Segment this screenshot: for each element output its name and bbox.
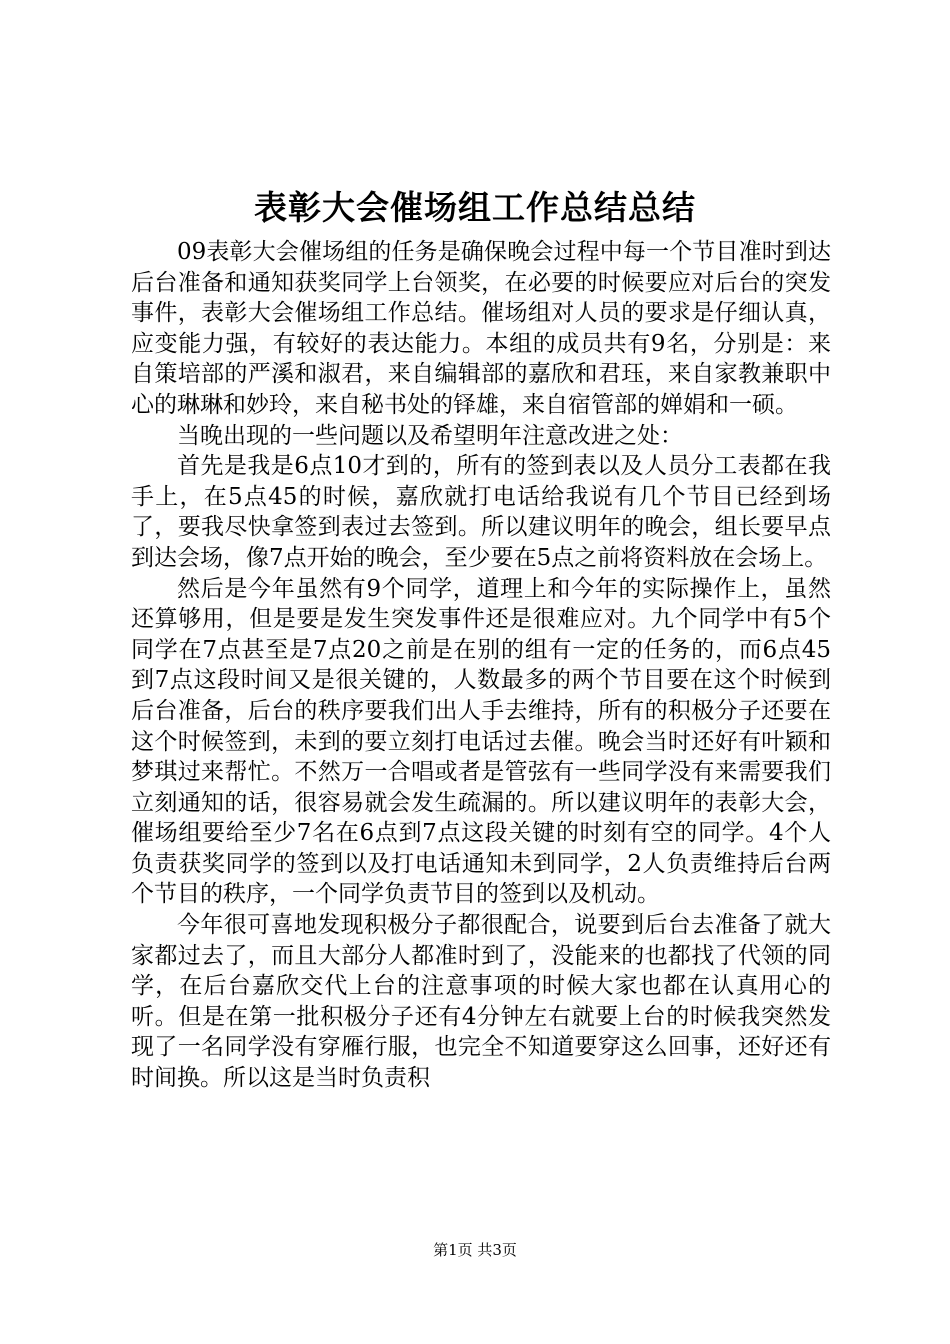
document-title: 表彰大会催场组工作总结总结	[254, 188, 696, 227]
paragraph-second-issue: 然后是今年虽然有9个同学，道理上和今年的实际操作上，虽然还算够用，但是要是发生突发事件还是很难应对。九个同学中有5个同学在7点甚至是7点20之前是在别的组有一定的任务的，而6点45到7点这段时间又是很关键的，人数最多的两个节目要在这个时候到后台准备，后台的秩序要我们出人手去维持，所有的积极分子还要在这个时候签到，未到的要立刻打电话过去催。晚会当时还好有叶颖和梦琪过来帮忙。不然万一合唱或者是管弦有一些同学没有来需要我们立刻通知的话，很容易就会发生疏漏的。所以建议明年的表彰大会，催场组要给至少7名在6点到7点这段关键的时刻有空的同学。4个人负责获奖同学的签到以及打电话通知未到同学，2人负责维持后台两个节目的秩序，一个同学负责节目的签到以及机动。	[131, 575, 831, 908]
document-body	[131, 237, 831, 1094]
paragraph-issues-heading: 当晚出现的一些问题以及希望明年注意改进之处：	[177, 422, 683, 449]
paragraph-first-issue: 首先是我是6点10才到的，所有的签到表以及人员分工表都在我手上，在5点45的时候，嘉欣就打电话给我说有几个节目已经到场了，要我尽快拿签到表过去签到。所以建议明年的晚会，组长要早点到达会场，像7点开始的晚会，至少要在5点之前将资料放在会场上。	[131, 453, 831, 571]
paragraph-third-issue: 今年很可喜地发现积极分子都很配合，说要到后台去准备了就大家都过去了，而且大部分人都准时到了，没能来的也都找了代领的同学，在后台嘉欣交代上台的注意事项的时候大家也都在认真用心的听。但是在第一批积极分子还有4分钟左右就要上台的时候我突然发现了一名同学没有穿雁行服，也完全不知道要穿这么回事，还好还有时间换。所以这是当时负责积	[131, 912, 831, 1092]
paragraph-intro: 09表彰大会催场组的任务是确保晚会过程中每一个节目准时到达后台准备和通知获奖同学上台领奖，在必要的时候要应对后台的突发事件，表彰大会催场组工作总结。催场组对人员的要求是仔细认真，应变能力强，有较好的表达能力。本组的成员共有9名，分别是：来自策培部的严溪和淑君，来自编辑部的嘉欣和君珏，来自家教兼职中心的琳琳和妙玲，来自秘书处的铎雄，来自宿管部的婵娟和一硕。	[131, 239, 831, 418]
page-number-footer: 第1页 共3页	[433, 1241, 517, 1259]
